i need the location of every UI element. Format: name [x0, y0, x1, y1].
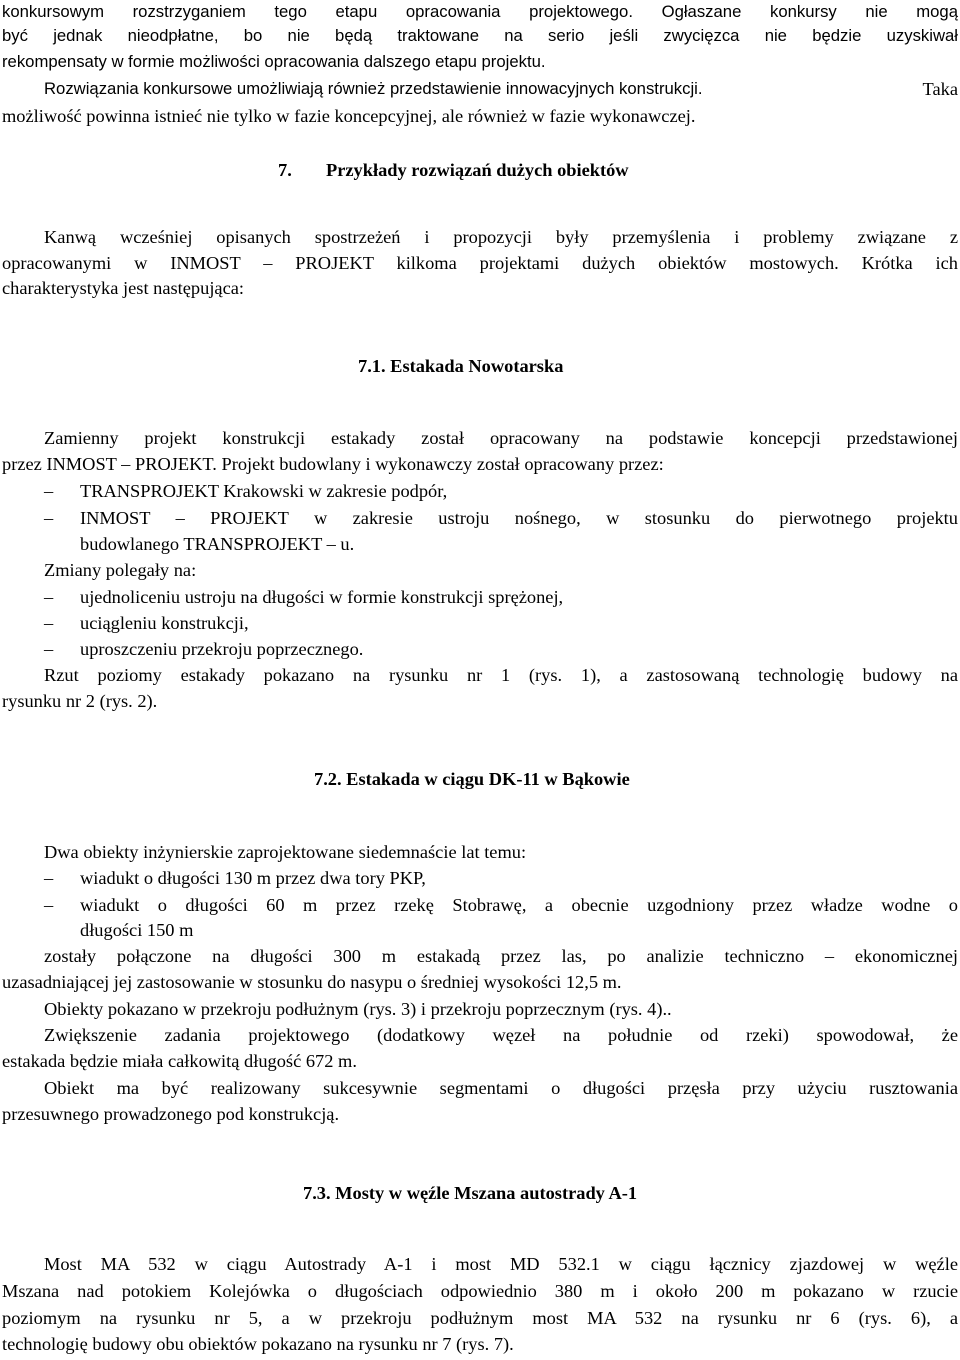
section-7-3-line-4: technologię budowy obu obiektów pokazano na rysunku nr 7 (rys. 7).: [2, 1334, 514, 1354]
section-7-1-line-3: Zmiany polegały na:: [44, 560, 197, 580]
section-7-3-line-1: Most MA 532 w ciągu Autostrady A-1 i most MD 532.1 w ciągu łącznicy zjazdowej w węźle: [44, 1254, 958, 1274]
intro-line-5: możliwość powinna istnieć nie tylko w fazie koncepcyjnej, ale również w fazie wykonawczej.: [2, 106, 696, 126]
section-7-2-line-6: estakada będzie miała całkowitą długość 672 m.: [2, 1051, 357, 1071]
section-7-2-line-8: przesuwnego prowadzonego pod konstrukcją.: [2, 1104, 340, 1124]
section-7-1-bullet-1: TRANSPROJEKT Krakowski w zakresie podpór,: [80, 481, 448, 501]
section-7-1-line-4: Rzut poziomy estakady pokazano na rysunku nr 1 (rys. 1), a zastosowaną technologię budowy na: [44, 665, 958, 685]
section-7-line-3: charakterystyka jest następująca:: [2, 278, 245, 298]
intro-line-4-end: Taka: [922, 79, 958, 99]
section-7-line-2: opracowanymi w INMOST – PROJEKT kilkoma projektami dużych obiektów mostowych. Krótka ich: [2, 253, 958, 273]
list-dash: –: [44, 868, 54, 888]
section-7-2-heading: 7.2. Estakada w ciągu DK-11 w Bąkowie: [314, 769, 630, 789]
list-dash: –: [44, 613, 54, 633]
section-7-line-1: Kanwą wcześniej opisanych spostrzeżeń i propozycji były przemyślenia i problemy związane z: [44, 227, 958, 247]
section-7-number: 7.: [278, 160, 292, 180]
section-7-2-line-4: Obiekty pokazano w przekroju podłużnym (rys. 3) i przekroju poprzecznym (rys. 4)..: [44, 999, 672, 1019]
section-7-1-line-2: przez INMOST – PROJEKT. Projekt budowlany i wykonawczy został opracowany przez:: [2, 454, 664, 474]
intro-line-3: rekompensaty w formie możliwości opracowania dalszego etapu projektu.: [2, 52, 546, 71]
section-7-title: Przykłady rozwiązań dużych obiektów: [326, 160, 629, 180]
section-7-2-line-7: Obiekt ma być realizowany sukcesywnie segmentami o długości przęsła przy użyciu rusztowania: [44, 1078, 958, 1098]
section-7-1-bullet-2: INMOST – PROJEKT w zakresie ustroju nośnego, w stosunku do pierwotnego projektu: [80, 508, 958, 528]
list-dash: –: [44, 481, 54, 501]
section-7-1-change-2: uciągleniu konstrukcji,: [80, 613, 249, 633]
list-dash: –: [44, 587, 54, 607]
list-dash: –: [44, 508, 54, 528]
section-7-1-change-1: ujednoliceniu ustroju na długości w formie konstrukcji sprężonej,: [80, 587, 564, 607]
section-7-3-line-2: Mszana nad potokiem Kolejówka o długościach odpowiednio 380 m i około 200 m pokazano w rzucie: [2, 1281, 958, 1301]
list-dash: –: [44, 639, 54, 659]
section-7-1-line-5: rysunku nr 2 (rys. 2).: [2, 691, 158, 711]
section-7-2-bullet-2-cont: długości 150 m: [80, 920, 194, 940]
section-7-1-change-3: uproszczeniu przekroju poprzecznego.: [80, 639, 364, 659]
section-7-1-line-1: Zamienny projekt konstrukcji estakady został opracowany na podstawie koncepcji przedstawionej: [44, 428, 958, 448]
intro-line-1: konkursowym rozstrzyganiem tego etapu opracowania projektowego. Ogłaszane konkursy nie mogą: [2, 2, 958, 21]
intro-line-4: Rozwiązania konkursowe umożliwiają również przedstawienie innowacyjnych konstrukcji.: [44, 79, 703, 98]
section-7-2-line-3: uzasadniającej jej zastosowanie w stosunku do nasypu o średniej wysokości 12,5 m.: [2, 972, 622, 992]
section-7-1-heading: 7.1. Estakada Nowotarska: [358, 356, 564, 376]
section-7-2-line-5: Zwiększenie zadania projektowego (dodatkowy węzeł na południe od rzeki) spowodował, że: [44, 1025, 958, 1045]
section-7-3-line-3: poziomym na rysunku nr 5, a w przekroju podłużnym most MA 532 na rysunku nr 6 (rys. 6), a: [2, 1308, 958, 1328]
section-7-1-bullet-2-cont: budowlanego TRANSPROJEKT – u.: [80, 534, 355, 554]
section-7-2-bullet-1: wiadukt o długości 130 m przez dwa tory PKP,: [80, 868, 426, 888]
list-dash: –: [44, 895, 54, 915]
section-7-2-bullet-2: wiadukt o długości 60 m przez rzekę Stobrawę, a obecnie uzgodniony przez władze wodne o: [80, 895, 958, 915]
section-7-2-line-1: Dwa obiekty inżynierskie zaprojektowane siedemnaście lat temu:: [44, 842, 527, 862]
section-7-3-heading: 7.3. Mosty w węźle Mszana autostrady A-1: [303, 1183, 638, 1203]
section-7-2-line-2: zostały połączone na długości 300 m estakadą przez las, po analizie techniczno – ekonomicznej: [44, 946, 958, 966]
intro-line-2: być jednak nieodpłatne, bo nie będą traktowane na serio jeśli zwycięzca nie będzie uzyskiwał: [2, 26, 958, 45]
